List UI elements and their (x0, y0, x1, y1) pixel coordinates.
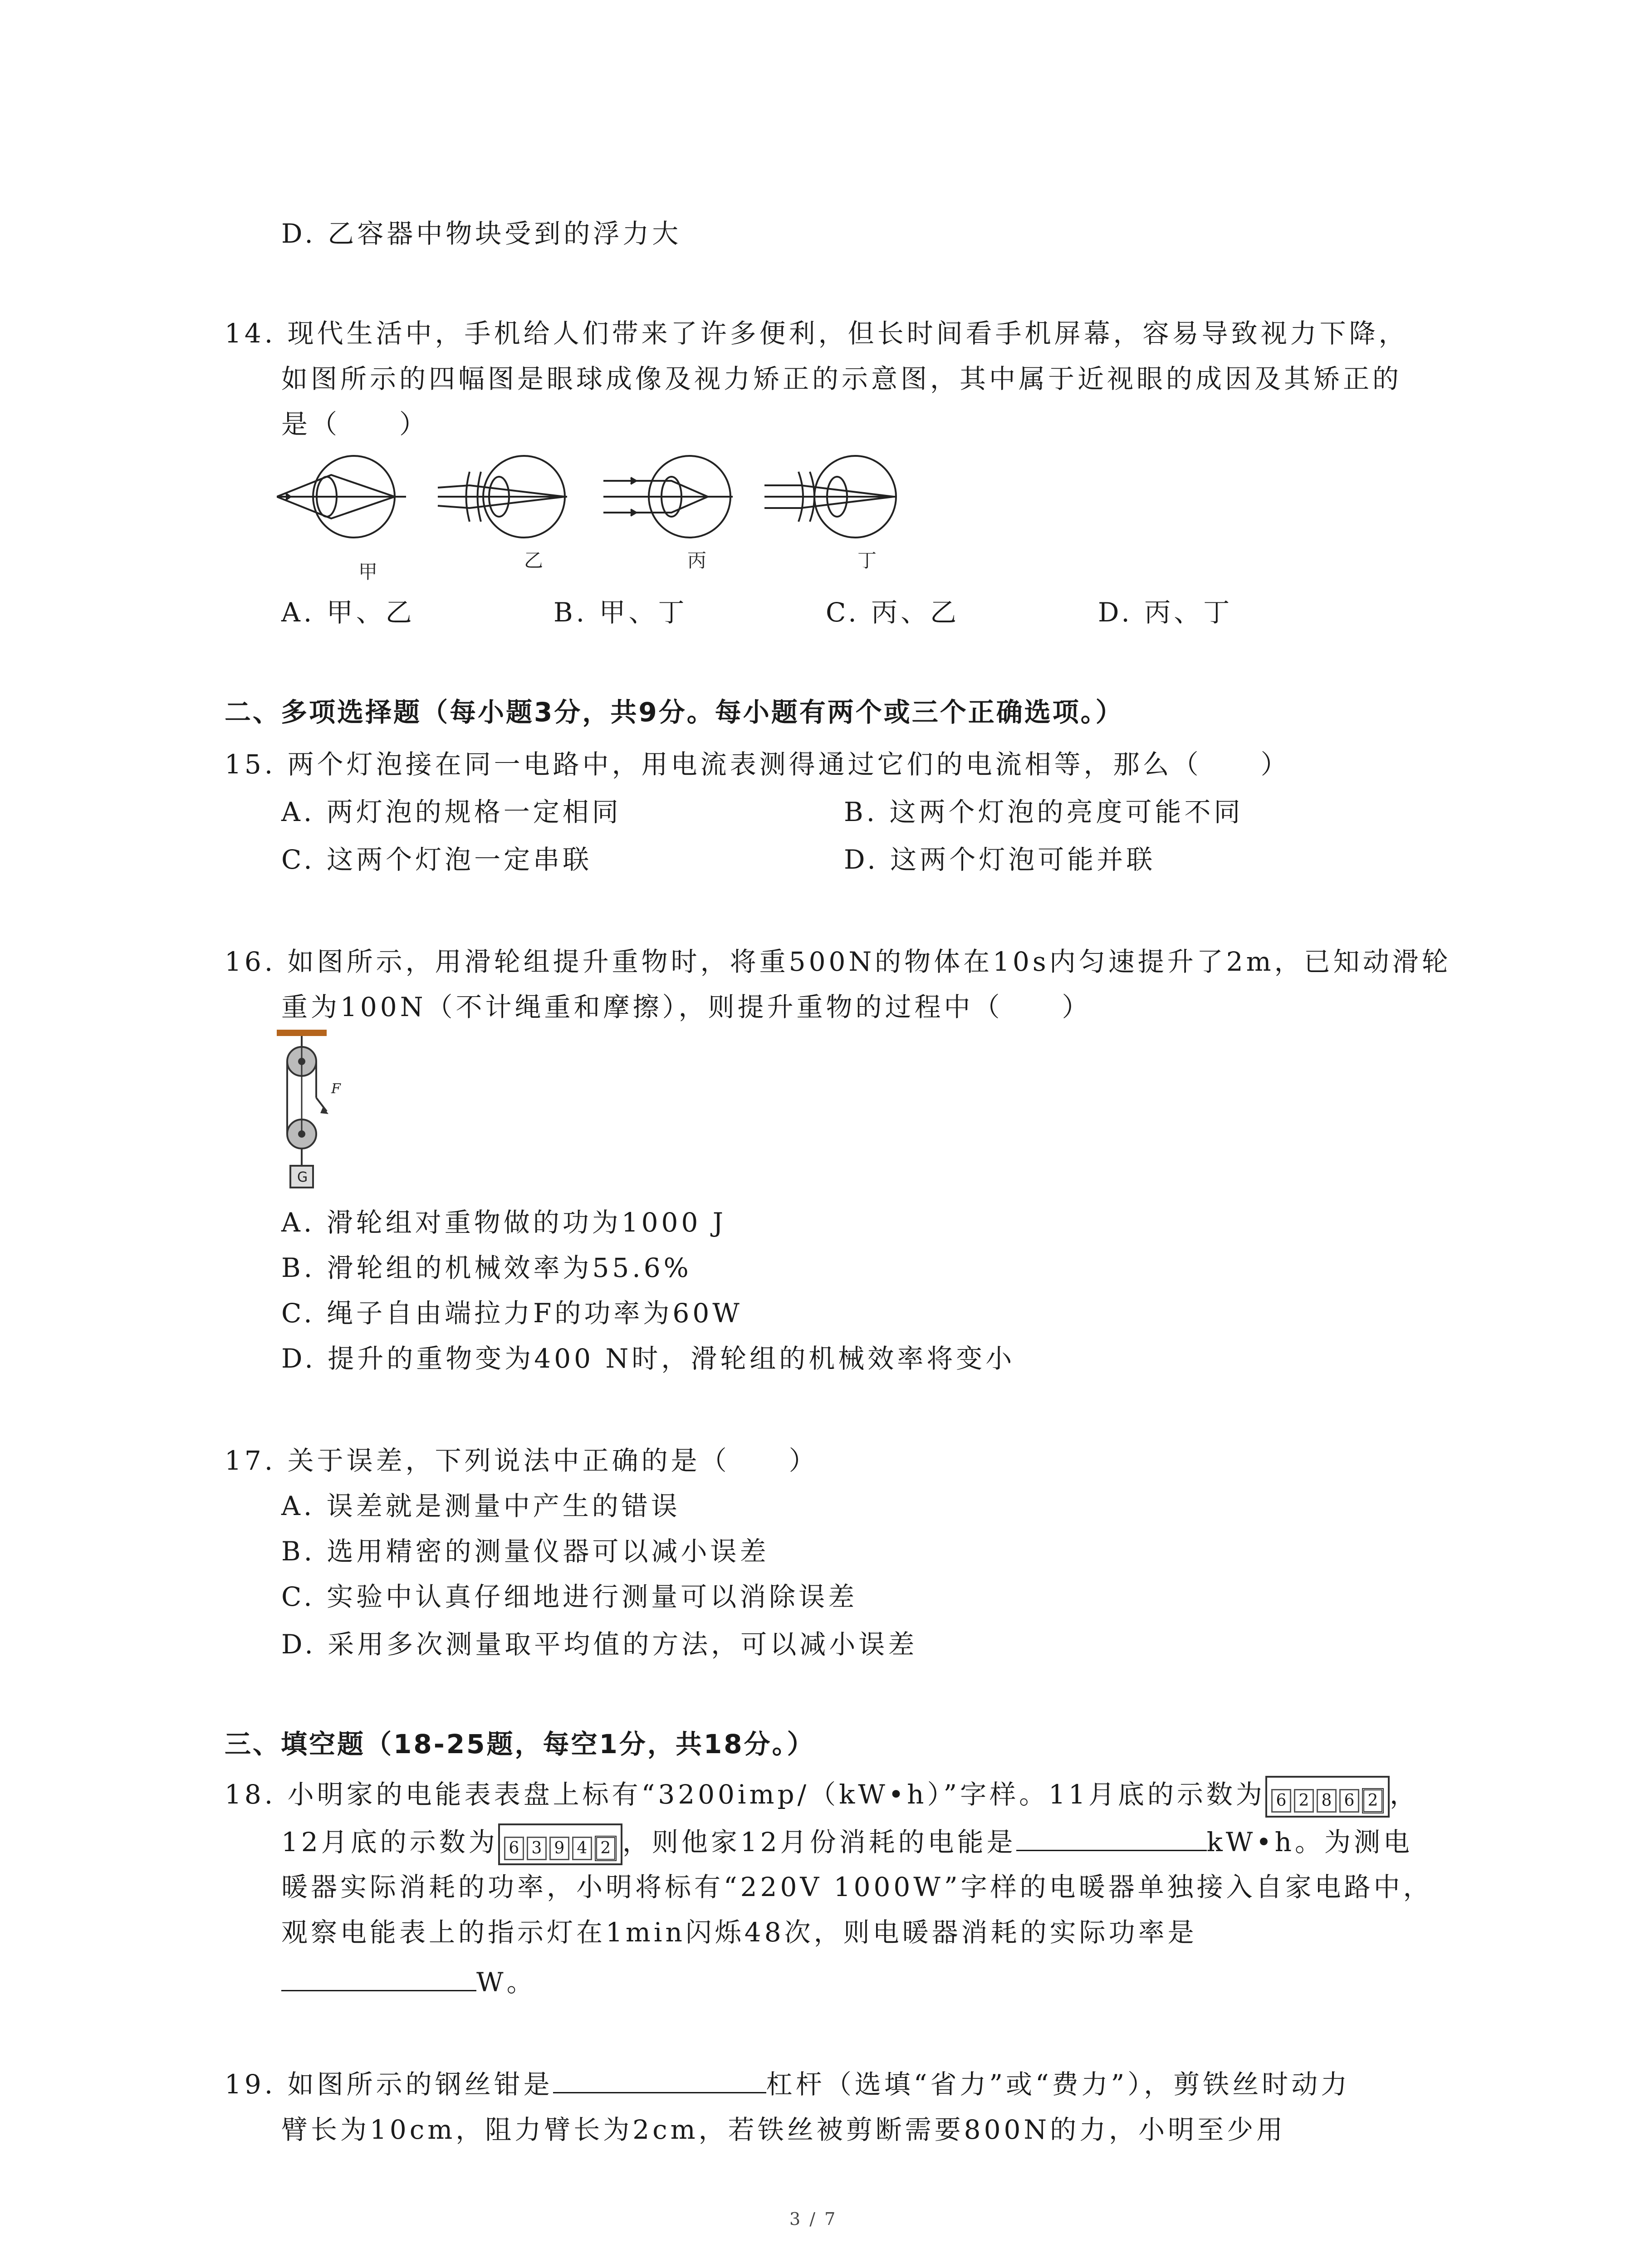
q14-option-d: D. 丙、丁 (1098, 597, 1233, 628)
eye-diagram-ding (764, 456, 896, 538)
meter-digit-decimal: 2 (1362, 1788, 1384, 1813)
q18-line1 (225, 1776, 1419, 1818)
meter-digit: 2 (1294, 1789, 1314, 1813)
eye-label-jia: 甲 (358, 561, 378, 583)
meter-reading-december (498, 1823, 622, 1865)
q16-option-d: D. 提升的重物变为400 N时，滑轮组的机械效率将变小 (281, 1343, 1015, 1374)
q15-stem: 15. 两个灯泡接在同一电路中，用电流表测得通过它们的电流相等，那么（ ） (225, 749, 1290, 780)
q18-line1-text: 18. 小明家的电能表表盘上标有“3200imp/（kW•h）”字样。11月底的示数为 (225, 1779, 1265, 1810)
q18-line2-mid: ，则他家12月份消耗的电能是 (622, 1827, 1016, 1858)
q18-line3: 暖器实际消耗的功率，小明将标有“220V 1000W”字样的电暖器单独接入自家电路中， (281, 1872, 1433, 1902)
pulley-force-label: F (331, 1081, 341, 1097)
q17-option-c: C. 实验中认真仔细地进行测量可以消除误差 (281, 1581, 858, 1612)
q19-line1-text: 19. 如图所示的钢丝钳是 (225, 2069, 553, 2100)
q16-option-b: B. 滑轮组的机械效率为55.6% (281, 1252, 692, 1283)
q17-option-a: A. 误差就是测量中产生的错误 (281, 1491, 681, 1521)
q14-stem-line2: 如图所示的四幅图是眼球成像及视力矫正的示意图，其中属于近视眼的成因及其矫正的 (281, 363, 1402, 394)
q14-stem-line3: 是（ ） (281, 409, 429, 440)
meter-digit: 3 (527, 1837, 547, 1860)
q13-option-d: D. 乙容器中物块受到的浮力大 (281, 218, 682, 249)
q17-stem: 17. 关于误差，下列说法中正确的是（ ） (225, 1445, 818, 1476)
eye-label-bing: 丙 (687, 549, 707, 572)
eye-diagrams (277, 447, 930, 596)
q16-option-a: A. 滑轮组对重物做的功为1000 J (281, 1207, 727, 1238)
q19-line1 (225, 2066, 1350, 2102)
q15-option-b: B. 这两个灯泡的亮度可能不同 (844, 797, 1244, 827)
pulley-figure (272, 1030, 372, 1202)
meter-digit: 6 (504, 1837, 524, 1860)
q18-line5-text: W。 (476, 1967, 536, 1998)
q16-stem-line2: 重为100N（不计绳重和摩擦），则提升重物的过程中（ ） (281, 992, 1092, 1022)
eye-diagram-yi (438, 456, 567, 538)
q16-option-c: C. 绳子自由端拉力F的功率为60W (281, 1298, 743, 1329)
eye-label-ding: 丁 (857, 549, 877, 572)
q19-line2: 臂长为10cm，阻力臂长为2cm，若铁丝被剪断需要800N的力，小明至少用 (281, 2114, 1286, 2145)
q17-option-b: B. 选用精密的测量仪器可以减小误差 (281, 1536, 769, 1567)
eye-diagram-jia (277, 456, 406, 538)
q16-stem-line1: 16. 如图所示，用滑轮组提升重物时，将重500N的物体在10s内匀速提升了2m，已知动滑轮 (225, 946, 1451, 977)
answer-blank-energy[interactable] (1016, 1824, 1207, 1851)
q15-option-c: C. 这两个灯泡一定串联 (281, 844, 593, 875)
meter-digit: 6 (1271, 1789, 1291, 1813)
answer-blank-lever-type[interactable] (553, 2067, 766, 2093)
eye-label-yi: 乙 (524, 549, 544, 572)
q18-line1-tail: ， (1389, 1779, 1419, 1810)
q18-line4: 观察电能表上的指示灯在1min闪烁48次，则电暖器消耗的实际功率是 (281, 1917, 1197, 1948)
meter-digit: 9 (549, 1837, 569, 1860)
q19-line1-tail: 杠杆（选填“省力”或“费力”），剪铁丝时动力 (766, 2069, 1351, 2100)
answer-blank-power[interactable] (281, 1965, 476, 1991)
pulley-weight-label: G (297, 1169, 308, 1185)
meter-digit: 6 (1339, 1789, 1359, 1813)
section3-title: 三、填空题（18-25题，每空1分，共18分。） (225, 1729, 815, 1760)
meter-reading-november (1265, 1776, 1390, 1818)
q15-option-d: D. 这两个灯泡可能并联 (844, 844, 1156, 875)
q18-line2-text: 12月底的示数为 (281, 1827, 498, 1858)
q18-line5 (281, 1964, 536, 2000)
meter-digit-decimal: 2 (595, 1836, 617, 1861)
q18-line2 (281, 1823, 1413, 1865)
page-number: 3 / 7 (789, 2209, 838, 2229)
q14-option-a: A. 甲、乙 (281, 597, 415, 628)
meter-digit: 4 (572, 1837, 592, 1860)
q14-option-c: C. 丙、乙 (826, 597, 960, 628)
q14-stem-line1: 14. 现代生活中，手机给人们带来了许多便利，但长时间看手机屏幕，容易导致视力下降， (225, 318, 1408, 349)
q18-line2-tail: kW•h。为测电 (1206, 1827, 1413, 1858)
q15-option-a: A. 两灯泡的规格一定相同 (281, 797, 622, 827)
section2-title: 二、多项选择题（每小题3分，共9分。每小题有两个或三个正确选项。） (225, 697, 1124, 728)
eye-diagram-bing (603, 456, 733, 538)
meter-digit: 8 (1317, 1789, 1337, 1813)
q17-option-d: D. 采用多次测量取平均值的方法，可以减小误差 (281, 1629, 918, 1660)
q14-option-b: B. 甲、丁 (554, 597, 688, 628)
